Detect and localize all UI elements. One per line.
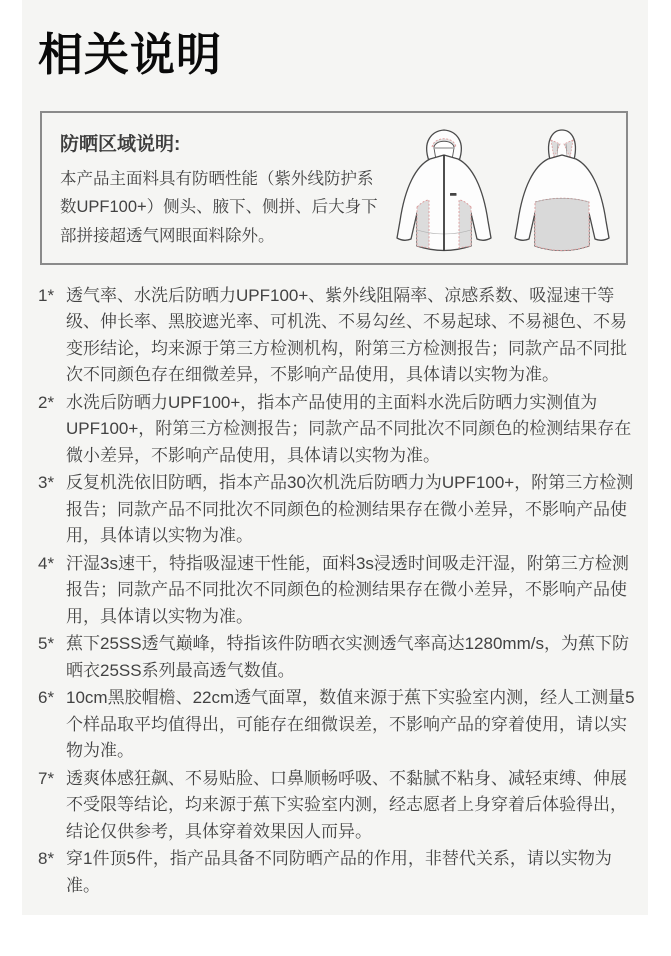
note-marker: 8* (38, 849, 55, 869)
note-item-8 (38, 846, 638, 899)
note-text: 反复机洗依旧防晒，指本产品30次机洗后防晒力为UPF100+，附第三方检测报告；同款产品不同批次不同颜色的检测结果存在微小差异，不影响产品使用，具体请以实物为准。 (66, 473, 634, 546)
note-text: 透爽体感狂飙、不易贴脸、口鼻顺畅呼吸、不黏腻不粘身、减轻束缚、伸展不受限等结论，均来源于蕉下实验室内测，经志愿者上身穿着后体验得出，结论仅供参考，具体穿着效果因人而异。 (66, 768, 627, 841)
note-marker: 4* (38, 553, 55, 573)
note-marker: 6* (38, 688, 55, 708)
jacket-front-icon (388, 127, 500, 257)
jacket-back-icon (506, 127, 618, 257)
note-item-7 (38, 766, 638, 846)
note-marker: 1* (38, 285, 55, 305)
note-item-2 (38, 390, 638, 470)
sun-protection-box (40, 111, 628, 265)
note-text: 10cm黑胶帽檐、22cm透气面罩，数值来源于蕉下实验室内测，经人工测量5个样品取平均值得出，可能存在细微误差，不影响产品的穿着使用，请以实物为准。 (66, 688, 635, 761)
note-item-5 (38, 631, 638, 684)
note-marker: 2* (38, 392, 55, 412)
note-text: 蕉下25SS透气巅峰，特指该件防晒衣实测透气率高达1280mm/s，为蕉下防晒衣25SS系列最高透气数值。 (66, 634, 629, 680)
sun-protection-heading: 防晒区域说明: (60, 133, 181, 155)
content-area (22, 0, 648, 915)
note-item-3 (38, 470, 638, 550)
sun-protection-body: 本产品主面料具有防晒性能（紫外线防护系数UPF100+）侧头、腋下、侧拼、后大身下部拼接超透气网眼面料除外。 (60, 169, 378, 245)
notes-list (38, 283, 640, 900)
note-item-1 (38, 283, 638, 389)
page-title: 相关说明 (38, 29, 223, 80)
jacket-illustrations (382, 127, 620, 257)
sun-protection-text-block (60, 127, 382, 257)
note-item-6 (38, 685, 638, 765)
note-marker: 7* (38, 768, 55, 788)
note-text: 水洗后防晒力UPF100+，指本产品使用的主面料水洗后防晒力实测值为UPF100+，附第三方检测报告；同款产品不同批次不同颜色的检测结果存在微小差异，不影响产品使用，具体请以实物为准。 (66, 392, 632, 465)
note-item-4 (38, 551, 638, 631)
note-text: 透气率、水洗后防晒力UPF100+、紫外线阻隔率、凉感系数、吸湿速干等级、伸长率、黑胶遮光率、可机洗、不易勾丝、不易起球、不易褪色、不易变形结论，均来源于第三方检测机构，附第三方检测报告；同款产品不同批次不同颜色存在细微差异，不影响产品使用，具体请以实物为准。 (66, 285, 627, 385)
note-marker: 5* (38, 634, 55, 654)
note-text: 穿1件顶5件，指产品具备不同防晒产品的作用，非替代关系，请以实物为准。 (66, 849, 612, 895)
note-text: 汗湿3s速干，特指吸湿速干性能，面料3s浸透时间吸走汗湿，附第三方检测报告；同款产品不同批次不同颜色的检测结果存在微小差异，不影响产品使用，具体请以实物为准。 (66, 553, 629, 626)
note-marker: 3* (38, 473, 55, 493)
